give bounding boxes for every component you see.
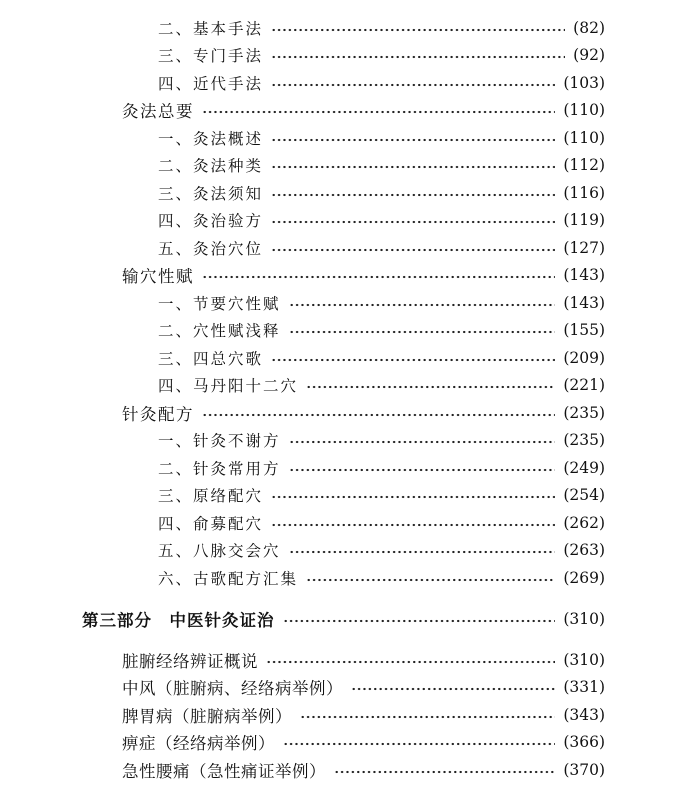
entry-title: 一、针灸不谢方 [158,432,281,450]
toc-entry [158,346,605,370]
section-title: 针灸配方 [122,405,194,424]
entry-page: (127) [563,239,605,257]
entry-title: 三、灸法须知 [158,185,264,203]
dot-leader [271,55,565,59]
entry-title: 一、节要穴性赋 [158,295,281,313]
entry-title: 二、穴性赋浅释 [158,322,281,340]
entry-title: 三、原络配穴 [158,487,264,505]
entry-page: (221) [563,376,605,394]
toc-chapter [122,730,605,754]
entry-page: (263) [563,541,605,559]
dot-leader [351,687,555,691]
entry-title: 二、针灸常用方 [158,460,281,478]
dot-leader [271,165,555,169]
entry-page: (116) [563,184,605,202]
entry-page: (112) [563,156,605,174]
toc-entry [158,538,605,562]
toc-entry [158,153,605,177]
toc-entry [158,456,605,480]
dot-leader [271,248,555,252]
toc-entry [158,373,605,397]
entry-title: 二、灸法种类 [158,157,264,175]
toc-entry [158,291,605,315]
dot-leader [289,330,556,334]
toc-chapter [122,703,605,727]
toc-section [122,401,605,425]
toc-entry [158,71,605,95]
entry-page: (235) [563,431,605,449]
dot-leader [271,358,555,362]
dot-leader [289,440,556,444]
entry-page: (310) [563,610,605,628]
dot-leader [334,770,555,774]
entry-title: 一、灸法概述 [158,130,264,148]
section-title: 输穴性赋 [122,267,194,286]
toc-entry [158,181,605,205]
dot-leader [266,660,555,664]
toc-entry [158,428,605,452]
entry-page: (331) [563,678,605,696]
entry-page: (82) [573,19,605,37]
entry-title: 三、专门手法 [158,47,264,65]
chapter-title: 急性腰痛（急性痛证举例） [122,762,326,781]
entry-page: (262) [563,514,605,532]
entry-title: 四、灸治验方 [158,212,264,230]
toc-entry [158,483,605,507]
entry-title: 五、灸治穴位 [158,240,264,258]
entry-page: (366) [563,733,605,751]
dot-leader [271,523,555,527]
entry-page: (269) [563,569,605,587]
toc-entry [158,566,605,590]
entry-page: (155) [563,321,605,339]
entry-page: (249) [563,459,605,477]
part-title: 第三部分 中医针灸证治 [82,611,275,630]
entry-page: (370) [563,761,605,779]
entry-title: 五、八脉交会穴 [158,542,281,560]
dot-leader [271,495,555,499]
entry-page: (209) [563,349,605,367]
chapter-title: 中风（脏腑病、经络病举例） [122,679,343,698]
entry-title: 四、马丹阳十二穴 [158,377,299,395]
toc-entry [158,126,605,150]
entry-page: (110) [563,101,605,119]
dot-leader [283,742,555,746]
entry-page: (143) [563,294,605,312]
entry-page: (235) [563,404,605,422]
entry-title: 三、四总穴歌 [158,350,264,368]
toc-section [122,263,605,287]
dot-leader [271,83,555,87]
dot-leader [289,550,556,554]
dot-leader [202,110,555,114]
entry-page: (310) [563,651,605,669]
toc-chapter [122,648,605,672]
entry-page: (110) [563,129,605,147]
section-title: 灸法总要 [122,102,194,121]
entry-page: (254) [563,486,605,504]
toc-entry [158,236,605,260]
dot-leader [306,385,555,389]
dot-leader [202,413,555,417]
dot-leader [271,193,555,197]
entry-page: (103) [563,74,605,92]
toc-entry [158,43,605,67]
entry-page: (143) [563,266,605,284]
entry-page: (92) [573,46,605,64]
entry-title: 六、古歌配方汇集 [158,570,299,588]
entry-title: 四、近代手法 [158,75,264,93]
entry-page: (119) [563,211,605,229]
entry-page: (343) [563,706,605,724]
toc-entry [158,208,605,232]
toc-part-heading [82,607,605,631]
dot-leader [202,275,555,279]
entry-title: 四、俞募配穴 [158,515,264,533]
toc-section [122,98,605,122]
toc-chapter [122,675,605,699]
dot-leader [271,138,555,142]
chapter-title: 脾胃病（脏腑病举例） [122,707,292,726]
toc-chapter [122,758,605,782]
dot-leader [306,578,555,582]
dot-leader [271,28,565,32]
dot-leader [300,715,555,719]
chapter-title: 脏腑经络辨证概说 [122,652,258,671]
toc-entry [158,318,605,342]
entry-title: 二、基本手法 [158,20,264,38]
toc-entry [158,16,605,40]
dot-leader [271,220,555,224]
dot-leader [283,619,556,623]
dot-leader [289,303,556,307]
toc-entry [158,511,605,535]
dot-leader [289,468,556,472]
chapter-title: 痹症（经络病举例） [122,734,275,753]
